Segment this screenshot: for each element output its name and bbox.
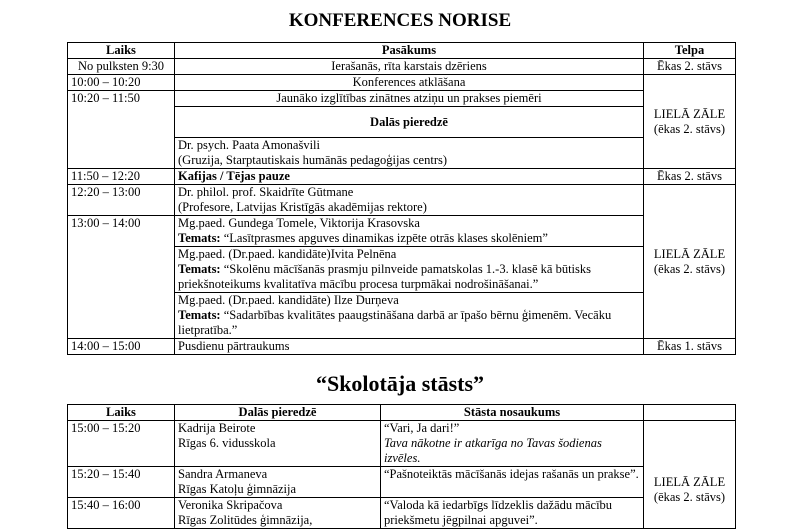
room-cell: Ēkas 1. stāvs [644,339,736,355]
topic-label: Temats: [178,262,221,276]
time-cell: 13:00 – 14:00 [68,216,175,339]
speaker-cell [175,247,644,293]
column-header: Stāsta nosaukums [381,405,644,421]
speaker-name: Mg.paed. Gundega Tomele, Viktorija Krasovska [178,216,420,230]
time-cell: 14:00 – 15:00 [68,339,175,355]
column-header [644,405,736,421]
table-row [68,421,736,467]
speaker-cell [175,138,644,169]
presenter-school: Rīgas Zolitūdes ģimnāzija, [178,513,313,527]
event-cell: Ierašanās, rīta karstais dzēriens [175,59,644,75]
topic-title: “Skolēnu mācīšanās prasmju pilnveide pamatskolas 1.-3. klasē kā būtisks priekšnoteikums kvalitatīva mācību procesa turpmākai nodrošināšanai.” [178,262,592,291]
topic-text [178,308,640,338]
speaker-name: Mg.paed. (Dr.paed. kandidāte)Ivita Pelnēna [178,247,397,261]
column-header: Dalās pieredzē [175,405,381,421]
speaker-cell [175,216,644,247]
speaker-affiliation: (Gruzija, Starptautiskais humānās pedagoģijas centrs) [178,153,448,167]
time-cell: 10:00 – 10:20 [68,75,175,91]
room-name: LIELĀ ZĀLE [653,106,726,121]
speaker-name: Dr. psych. Paata Amonašvili [178,138,320,152]
time-cell: 10:20 – 11:50 [68,91,175,169]
table-row [68,185,736,216]
room-cell: Ēkas 2. stāvs [644,169,736,185]
room-name: LIELĀ ZĀLE [653,246,726,261]
speaker-name: Dr. philol. prof. Skaidrīte Gūtmane [178,185,354,199]
room-name: LIELĀ ZĀLE [653,474,726,489]
stories-table [67,404,736,529]
speaker-name: Mg.paed. (Dr.paed. kandidāte) Ilze Durņeva [178,293,399,307]
room-floor: (ēkas 2. stāvs) [653,261,726,276]
room-cell [644,421,736,529]
speaker-cell [175,185,644,216]
presenter-cell [175,421,381,467]
table-row [68,59,736,75]
time-cell: 15:20 – 15:40 [68,467,175,498]
table-header-row [68,405,736,421]
topic-label: Temats: [178,308,221,322]
story-cell [381,467,644,498]
topic-label: Temats: [178,231,221,245]
story-title: “Valoda kā iedarbīgs līdzeklis dažādu mācību priekšmetu jēgpilnai apguvei”. [384,498,613,527]
column-header: Laiks [68,405,175,421]
speaker-cell [175,293,644,339]
room-cell [644,75,736,169]
topic-text [178,262,640,292]
presenter-name: Veronika Skripačova [178,498,283,512]
story-title: “Vari, Ja dari!” [384,421,460,435]
room-floor: (ēkas 2. stāvs) [653,121,726,136]
topic-title: “Sadarbības kvalitātes paaugstināšana darbā ar īpašo bērnu ģimenēm. Vecāku lietpratība.” [178,308,612,337]
presenter-school: Rīgas Katoļu ģimnāzija [178,482,297,496]
event-cell: Kafijas / Tējas pauze [175,169,644,185]
story-subtitle: Tava nākotne ir atkarīga no Tavas šodienas izvēles. [384,436,602,465]
event-cell: Jaunāko izglītības zinātnes atziņu un prakses piemēri [175,91,644,107]
topic-title: “Lasītprasmes apguves dinamikas izpēte otrās klases skolēniem” [220,231,548,245]
column-header: Pasākums [175,43,644,59]
table-header-row [68,43,736,59]
presenter-cell [175,498,381,529]
room-floor: (ēkas 2. stāvs) [653,489,726,504]
presenter-name: Kadrija Beirote [178,421,256,435]
time-cell: 11:50 – 12:20 [68,169,175,185]
column-header: Laiks [68,43,175,59]
presenter-school: Rīgas 6. vidusskola [178,436,276,450]
time-cell: 12:20 – 13:00 [68,185,175,216]
time-cell: No pulksten 9:30 [68,59,175,75]
event-cell: Konferences atklāšana [175,75,644,91]
table-row [68,498,736,529]
table-row [68,467,736,498]
section-title: “Skolotāja stāsts” [315,371,485,396]
event-cell: Dalās pieredzē [175,107,644,138]
story-cell [381,421,644,467]
schedule-table [67,42,736,355]
table-row [68,216,736,247]
speaker-affiliation: (Profesore, Latvijas Kristīgās akadēmijas rektore) [178,200,427,214]
column-header: Telpa [644,43,736,59]
table-row [68,91,736,107]
table-row [68,75,736,91]
table-row [68,169,736,185]
presenter-cell [175,467,381,498]
room-cell [644,185,736,339]
presenter-name: Sandra Armaneva [178,467,268,481]
page-title: KONFERENCES NORISE [288,10,512,31]
room-cell: Ēkas 2. stāvs [644,59,736,75]
table-row [68,339,736,355]
story-title: “Pašnoteiktās mācīšanās idejas rašanās un prakse”. [384,467,639,481]
event-cell: Pusdienu pārtraukums [175,339,644,355]
story-cell [381,498,644,529]
time-cell: 15:00 – 15:20 [68,421,175,467]
time-cell: 15:40 – 16:00 [68,498,175,529]
topic-text [178,231,640,246]
